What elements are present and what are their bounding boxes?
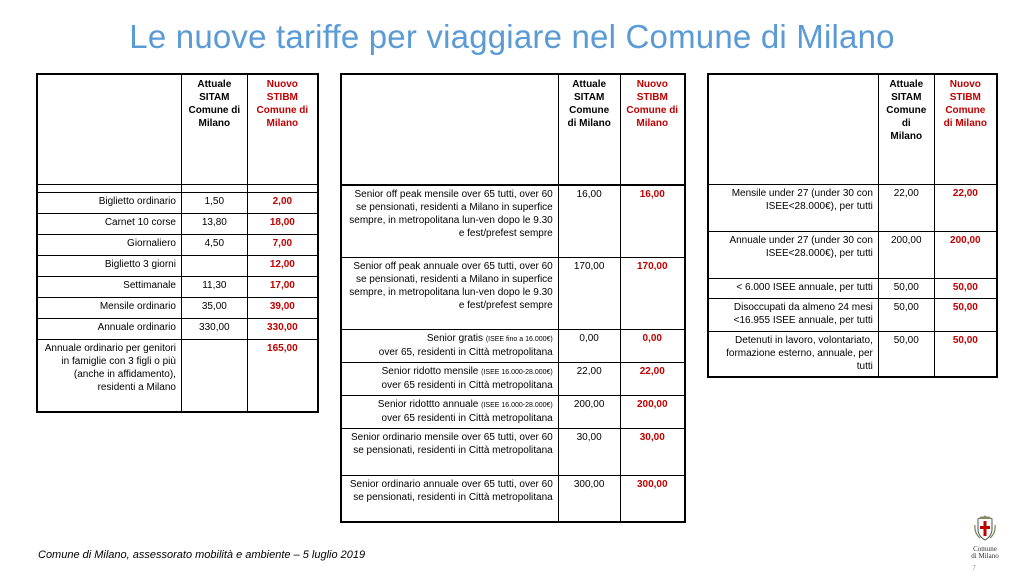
- current-price: 16,00: [558, 185, 620, 257]
- current-price: 0,00: [558, 329, 620, 362]
- fare-label: Senior ordinario mensile over 65 tutti, over 60 se pensionati, residenti in Città metropolitana: [341, 428, 558, 475]
- fare-label: < 6.000 ISEE annuale, per tutti: [708, 278, 878, 298]
- table-header-row: [708, 74, 997, 184]
- current-price: 200,00: [558, 395, 620, 428]
- table-row: [37, 297, 318, 318]
- table-row: [37, 213, 318, 234]
- fare-label: Senior ridotto mensile (ISEE 16.000-28.000€) over 65 residenti in Città metropolitana: [341, 362, 558, 395]
- fare-label: Senior off peak mensile over 65 tutti, over 60 se pensionati, residenti a Milano in superfice sempre, in metropolitana lun-ven dopo le 9.30 e fest/prefest sempre: [341, 185, 558, 257]
- fare-label: Giornaliero: [37, 234, 181, 255]
- fare-label: Biglietto 3 giorni: [37, 255, 181, 276]
- current-price: 4,50: [181, 234, 247, 255]
- new-price: 2,00: [247, 192, 318, 213]
- new-price: 18,00: [247, 213, 318, 234]
- current-price: 300,00: [558, 475, 620, 522]
- fare-label: Mensile under 27 (under 30 con ISEE<28.000€), per tutti: [708, 184, 878, 231]
- current-price: 1,50: [181, 192, 247, 213]
- table-row: [708, 278, 997, 298]
- fare-label: Biglietto ordinario: [37, 192, 181, 213]
- new-price: 50,00: [934, 331, 997, 377]
- header-description: [341, 74, 558, 184]
- table-row: [37, 276, 318, 297]
- new-price: 22,00: [620, 362, 685, 395]
- table-header-row: [37, 74, 318, 184]
- current-price: 35,00: [181, 297, 247, 318]
- current-price: 200,00: [878, 231, 934, 278]
- fare-label: Settimanale: [37, 276, 181, 297]
- new-price: 165,00: [247, 339, 318, 412]
- new-price: 300,00: [620, 475, 685, 522]
- new-price: 200,00: [620, 395, 685, 428]
- fare-label: Annuale ordinario per genitori in famiglie con 3 figli o più (anche in affidamento), residenti a Milano: [37, 339, 181, 412]
- current-price: 11,30: [181, 276, 247, 297]
- new-price: 50,00: [934, 298, 997, 331]
- current-price: 13,80: [181, 213, 247, 234]
- fare-label: Senior off peak annuale over 65 tutti, over 60 se pensionati, residenti a Milano in superfice sempre, in metropolitana lun-ven dopo le 9.30 e fest/prefest sempre: [341, 257, 558, 329]
- table-row: [708, 231, 997, 278]
- fare-label: Disoccupati da almeno 24 mesi <16.955 ISEE annuale, per tutti: [708, 298, 878, 331]
- table-row: [708, 184, 997, 231]
- footer-source: Comune di Milano, assessorato mobilità e ambiente – 5 luglio 2019: [38, 549, 366, 561]
- current-price: 50,00: [878, 278, 934, 298]
- current-price: 30,00: [558, 428, 620, 475]
- new-price: 330,00: [247, 318, 318, 339]
- current-price: 22,00: [878, 184, 934, 231]
- new-price: 30,00: [620, 428, 685, 475]
- current-price: 330,00: [181, 318, 247, 339]
- comune-di-milano-logo: [970, 515, 1000, 559]
- new-price: 39,00: [247, 297, 318, 318]
- header-current-sitam: Attuale SITAM Comune di Milano: [558, 74, 620, 184]
- table-row: [341, 395, 685, 428]
- table-row: [37, 255, 318, 276]
- table-row: [341, 185, 685, 257]
- current-price: 50,00: [878, 331, 934, 377]
- new-price: 170,00: [620, 257, 685, 329]
- fare-label: Senior ridottto annuale (ISEE 16.000-28.000€) over 65 residenti in Città metropolitana: [341, 395, 558, 428]
- table-row: [37, 339, 318, 412]
- current-price: 50,00: [878, 298, 934, 331]
- table-header-row: [341, 74, 685, 184]
- table-row: [708, 298, 997, 331]
- page-number: 7: [972, 565, 976, 572]
- table-row: [341, 475, 685, 522]
- fare-label: Mensile ordinario: [37, 297, 181, 318]
- new-price: 50,00: [934, 278, 997, 298]
- table-row: [341, 257, 685, 329]
- table-row: [37, 318, 318, 339]
- table-row: [341, 362, 685, 395]
- new-price: 7,00: [247, 234, 318, 255]
- tariff-table-reduced: [707, 73, 998, 378]
- current-price: [181, 255, 247, 276]
- header-current-sitam: Attuale SITAM Comune di Milano: [181, 74, 247, 184]
- table-row: [708, 331, 997, 377]
- current-price: 22,00: [558, 362, 620, 395]
- header-description: [708, 74, 878, 184]
- tariff-table-general: [36, 73, 319, 413]
- fare-label: Carnet 10 corse: [37, 213, 181, 234]
- current-price: 170,00: [558, 257, 620, 329]
- fare-label: Senior ordinario annuale over 65 tutti, over 60 se pensionati, residenti in Città metropolitana: [341, 475, 558, 522]
- fare-label: Detenuti in lavoro, volontariato, formazione esterno, annuale, per tutti: [708, 331, 878, 377]
- table-row: [37, 234, 318, 255]
- header-description: [37, 74, 181, 184]
- header-current-sitam: Attuale SITAM Comune di Milano: [878, 74, 934, 184]
- new-price: 22,00: [934, 184, 997, 231]
- current-price: [181, 339, 247, 412]
- header-new-stibm: Nuovo STIBM Comune di Milano: [247, 74, 318, 184]
- page-title: Le nuove tariffe per viaggiare nel Comune di Milano: [129, 18, 895, 55]
- new-price: 16,00: [620, 185, 685, 257]
- header-new-stibm: Nuovo STIBM Comune di Milano: [934, 74, 997, 184]
- fare-label: Annuale under 27 (under 30 con ISEE<28.000€), per tutti: [708, 231, 878, 278]
- fare-label: Senior gratis (ISEE fino a 16.000€) over 65, residenti in Città metropolitana: [341, 329, 558, 362]
- table-row: [37, 192, 318, 213]
- milano-crest-icon: [974, 515, 996, 541]
- logo-text: Comune di Milano: [971, 545, 999, 560]
- fare-label: Annuale ordinario: [37, 318, 181, 339]
- new-price: 200,00: [934, 231, 997, 278]
- header-new-stibm: Nuovo STIBM Comune di Milano: [620, 74, 685, 184]
- tariff-table-senior: [340, 73, 686, 523]
- new-price: 0,00: [620, 329, 685, 362]
- new-price: 12,00: [247, 255, 318, 276]
- table-row: [341, 428, 685, 475]
- new-price: 17,00: [247, 276, 318, 297]
- table-row: [341, 329, 685, 362]
